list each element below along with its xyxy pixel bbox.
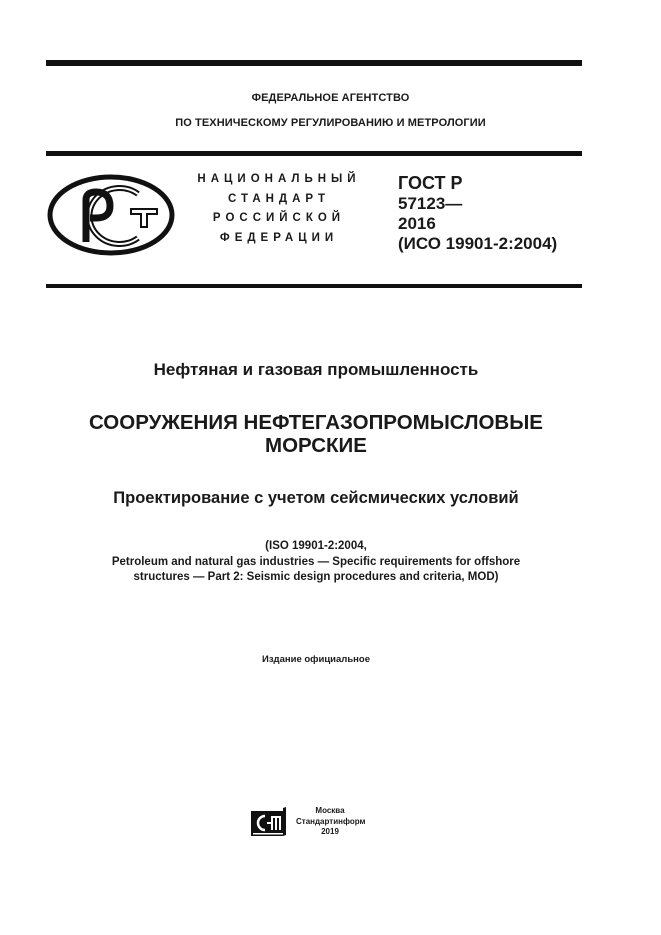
agency-line-1: ФЕДЕРАЛЬНОЕ АГЕНТСТВО xyxy=(251,92,410,104)
bottom-rule xyxy=(46,284,582,288)
industry-subtitle: Нефтяная и газовая промышленность xyxy=(153,360,479,379)
designation-line-1: ГОСТ Р xyxy=(398,173,463,193)
iso-line-1: (ISO 19901-2:2004, xyxy=(265,540,367,552)
publisher-year: 2019 xyxy=(321,827,339,836)
designation-line-3: 2016 xyxy=(398,214,436,233)
national-line-2: СТАНДАРТ xyxy=(228,192,330,205)
national-line-1: НАЦИОНАЛЬНЫЙ xyxy=(197,173,361,185)
national-standard-label xyxy=(190,170,368,248)
iso-line-2: Petroleum and natural gas industries — Specific requirements for offshore xyxy=(111,555,521,568)
iso-reference xyxy=(0,539,632,586)
rst-logo-icon xyxy=(46,172,176,258)
publisher-name: Стандартинформ xyxy=(296,816,366,826)
main-title-line-1: СООРУЖЕНИЯ НЕФТЕГАЗОПРОМЫСЛОВЫЕ xyxy=(89,411,543,434)
main-title xyxy=(0,411,632,457)
designation-line-4: (ИСО 19901-2:2004) xyxy=(398,234,558,253)
publisher-city: Москва xyxy=(315,806,345,815)
standartinform-logo-icon xyxy=(249,806,287,838)
top-rule xyxy=(46,60,582,66)
middle-rule xyxy=(46,151,582,156)
publisher-info xyxy=(296,806,364,838)
national-line-3: РОССИЙСКОЙ xyxy=(212,212,346,224)
national-line-4: ФЕДЕРАЦИИ xyxy=(219,231,339,244)
agency-line-2: ПО ТЕХНИЧЕСКОМУ РЕГУЛИРОВАНИЮ И МЕТРОЛОГИИ xyxy=(175,117,486,129)
main-title-line-2: МОРСКИЕ xyxy=(265,434,367,457)
official-edition-label: Издание официальное xyxy=(262,654,370,665)
design-subtitle: Проектирование с учетом сейсмических условий xyxy=(113,489,519,507)
gost-designation xyxy=(398,172,557,254)
designation-line-2: 57123— xyxy=(398,194,463,213)
iso-line-3: structures — Part 2: Seismic design procedures and criteria, MOD) xyxy=(133,571,499,583)
